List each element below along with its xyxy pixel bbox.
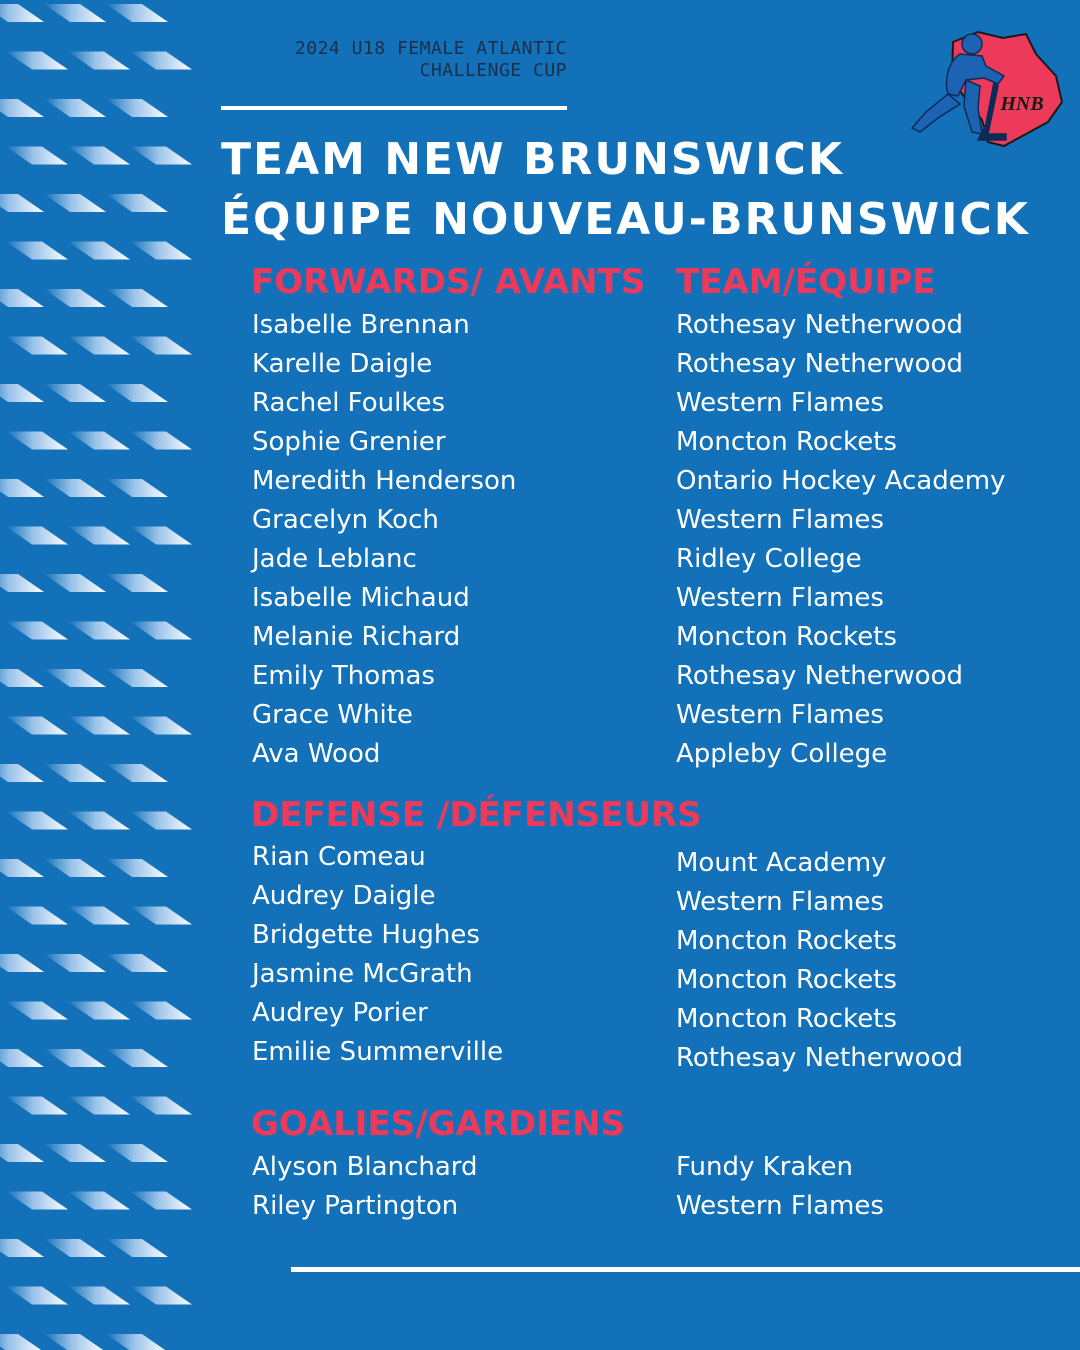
- pattern-tile: [68, 1287, 130, 1305]
- defense-teams-list: [676, 844, 963, 1078]
- pattern-tile: [0, 669, 44, 687]
- pattern-tile: [130, 1192, 192, 1210]
- diagonal-pattern: [0, 0, 200, 1350]
- goalie-team: Western Flames: [676, 1191, 884, 1221]
- pattern-tile: [130, 147, 192, 165]
- pattern-tile: [0, 1144, 44, 1162]
- forward-player: Jade Leblanc: [252, 544, 417, 574]
- pattern-tile: [106, 194, 168, 212]
- team-heading: TEAM/ÉQUIPE: [676, 262, 936, 302]
- pattern-tile: [130, 432, 192, 450]
- team-title-english: TEAM NEW BRUNSWICK: [221, 134, 844, 185]
- hnb-logo: [908, 24, 1064, 150]
- forward-team: Western Flames: [676, 700, 884, 730]
- pattern-tile: [0, 384, 44, 402]
- pattern-tile: [6, 147, 68, 165]
- defense-team: Rothesay Netherwood: [676, 1043, 963, 1073]
- pattern-tile: [6, 907, 68, 925]
- forward-team: Moncton Rockets: [676, 427, 897, 457]
- pattern-tile: [106, 669, 168, 687]
- pattern-tile: [44, 99, 106, 117]
- forward-player: Rachel Foulkes: [252, 388, 445, 418]
- pattern-tile: [68, 1002, 130, 1020]
- forward-team: Moncton Rockets: [676, 622, 897, 652]
- pattern-tile: [0, 194, 44, 212]
- defense-player: Emilie Summerville: [252, 1037, 504, 1067]
- pattern-tile: [130, 1002, 192, 1020]
- forwards-heading: FORWARDS/ AVANTS: [251, 262, 646, 302]
- forward-player: Grace White: [252, 700, 413, 730]
- top-divider: [221, 106, 567, 110]
- pattern-tile: [68, 622, 130, 640]
- forward-player: Meredith Henderson: [252, 466, 517, 496]
- pattern-tile: [106, 764, 168, 782]
- defense-team: Mount Academy: [676, 848, 887, 878]
- forward-player: Ava Wood: [252, 739, 381, 769]
- pattern-tile: [68, 147, 130, 165]
- forward-team: Rothesay Netherwood: [676, 349, 963, 379]
- pattern-tile: [0, 954, 44, 972]
- forward-player: Emily Thomas: [252, 661, 435, 691]
- pattern-tile: [130, 52, 192, 70]
- pattern-tile: [130, 527, 192, 545]
- pattern-tile: [44, 1334, 106, 1350]
- pattern-tile: [0, 4, 44, 22]
- forward-team: Ontario Hockey Academy: [676, 466, 1006, 496]
- defense-player: Rian Comeau: [252, 842, 426, 872]
- goalies-teams-list: [676, 1148, 884, 1226]
- pattern-tile: [6, 527, 68, 545]
- forward-player: Isabelle Brennan: [252, 310, 470, 340]
- pattern-tile: [44, 764, 106, 782]
- pattern-tile: [0, 859, 44, 877]
- pattern-tile: [0, 1239, 44, 1257]
- pattern-tile: [68, 1097, 130, 1115]
- forward-player: Melanie Richard: [252, 622, 461, 652]
- pattern-tile: [6, 1002, 68, 1020]
- pattern-tile: [0, 289, 44, 307]
- pattern-tile: [106, 479, 168, 497]
- event-title: [225, 38, 567, 82]
- defense-team: Moncton Rockets: [676, 965, 897, 995]
- pattern-tile: [68, 717, 130, 735]
- pattern-tile: [106, 574, 168, 592]
- defense-player: Bridgette Hughes: [252, 920, 480, 950]
- pattern-tile: [6, 52, 68, 70]
- pattern-tile: [130, 242, 192, 260]
- pattern-tile: [106, 384, 168, 402]
- pattern-tile: [106, 1049, 168, 1067]
- defense-heading: DEFENSE /DÉFENSEURS: [251, 795, 702, 835]
- pattern-tile: [44, 669, 106, 687]
- pattern-tile: [106, 4, 168, 22]
- pattern-tile: [0, 764, 44, 782]
- pattern-tile: [6, 812, 68, 830]
- pattern-tile: [68, 527, 130, 545]
- pattern-tile: [68, 242, 130, 260]
- forward-team: Western Flames: [676, 505, 884, 535]
- pattern-tile: [68, 337, 130, 355]
- goalie-team: Fundy Kraken: [676, 1152, 853, 1182]
- forwards-teams-list: [676, 306, 1005, 774]
- pattern-tile: [44, 1144, 106, 1162]
- pattern-tile: [106, 1334, 168, 1350]
- pattern-tile: [6, 1192, 68, 1210]
- pattern-tile: [68, 907, 130, 925]
- team-title-french: ÉQUIPE NOUVEAU-BRUNSWICK: [221, 194, 1030, 245]
- pattern-tile: [106, 954, 168, 972]
- pattern-tile: [44, 4, 106, 22]
- pattern-tile: [6, 337, 68, 355]
- defense-players-list: [252, 838, 503, 1072]
- forwards-players-list: [252, 306, 516, 774]
- pattern-tile: [44, 954, 106, 972]
- forward-player: Sophie Grenier: [252, 427, 446, 457]
- forward-team: Rothesay Netherwood: [676, 310, 963, 340]
- pattern-tile: [0, 99, 44, 117]
- pattern-tile: [44, 479, 106, 497]
- pattern-tile: [44, 574, 106, 592]
- pattern-tile: [130, 1287, 192, 1305]
- pattern-tile: [6, 1097, 68, 1115]
- logo-text: HNB: [1000, 93, 1044, 115]
- pattern-tile: [0, 479, 44, 497]
- pattern-tile: [130, 717, 192, 735]
- pattern-tile: [6, 432, 68, 450]
- goalies-players-list: [252, 1148, 478, 1226]
- forward-team: Ridley College: [676, 544, 862, 574]
- pattern-tile: [0, 574, 44, 592]
- pattern-tile: [68, 812, 130, 830]
- pattern-tile: [44, 859, 106, 877]
- pattern-tile: [44, 1049, 106, 1067]
- pattern-tile: [130, 907, 192, 925]
- pattern-tile: [106, 99, 168, 117]
- pattern-tile: [44, 289, 106, 307]
- defense-player: Audrey Porier: [252, 998, 428, 1028]
- pattern-tile: [68, 432, 130, 450]
- pattern-tile: [6, 717, 68, 735]
- pattern-tile: [130, 1097, 192, 1115]
- pattern-tile: [44, 1239, 106, 1257]
- pattern-tile: [106, 1239, 168, 1257]
- bottom-divider: [291, 1267, 1080, 1272]
- pattern-tile: [0, 1049, 44, 1067]
- pattern-tile: [68, 1192, 130, 1210]
- defense-player: Audrey Daigle: [252, 881, 436, 911]
- defense-team: Western Flames: [676, 887, 884, 917]
- event-title-line-2: CHALLENGE CUP: [419, 60, 567, 81]
- goalies-heading: GOALIES/GARDIENS: [251, 1104, 626, 1144]
- forward-team: Rothesay Netherwood: [676, 661, 963, 691]
- pattern-tile: [6, 242, 68, 260]
- forward-team: Western Flames: [676, 388, 884, 418]
- goalie-player: Alyson Blanchard: [252, 1152, 478, 1182]
- defense-player: Jasmine McGrath: [252, 959, 473, 989]
- pattern-tile: [130, 337, 192, 355]
- defense-team: Moncton Rockets: [676, 1004, 897, 1034]
- forward-team: Appleby College: [676, 739, 888, 769]
- pattern-tile: [44, 384, 106, 402]
- pattern-tile: [130, 622, 192, 640]
- forward-player: Karelle Daigle: [252, 349, 433, 379]
- pattern-tile: [6, 1287, 68, 1305]
- forward-player: Isabelle Michaud: [252, 583, 470, 613]
- pattern-tile: [68, 52, 130, 70]
- pattern-tile: [106, 859, 168, 877]
- pattern-tile: [44, 194, 106, 212]
- pattern-tile: [0, 1334, 44, 1350]
- pattern-tile: [106, 1144, 168, 1162]
- event-title-line-1: 2024 U18 FEMALE ATLANTIC: [294, 38, 567, 59]
- defense-team: Moncton Rockets: [676, 926, 897, 956]
- goalie-player: Riley Partington: [252, 1191, 459, 1221]
- pattern-tile: [106, 289, 168, 307]
- forward-player: Gracelyn Koch: [252, 505, 439, 535]
- forward-team: Western Flames: [676, 583, 884, 613]
- pattern-tile: [6, 622, 68, 640]
- pattern-tile: [130, 812, 192, 830]
